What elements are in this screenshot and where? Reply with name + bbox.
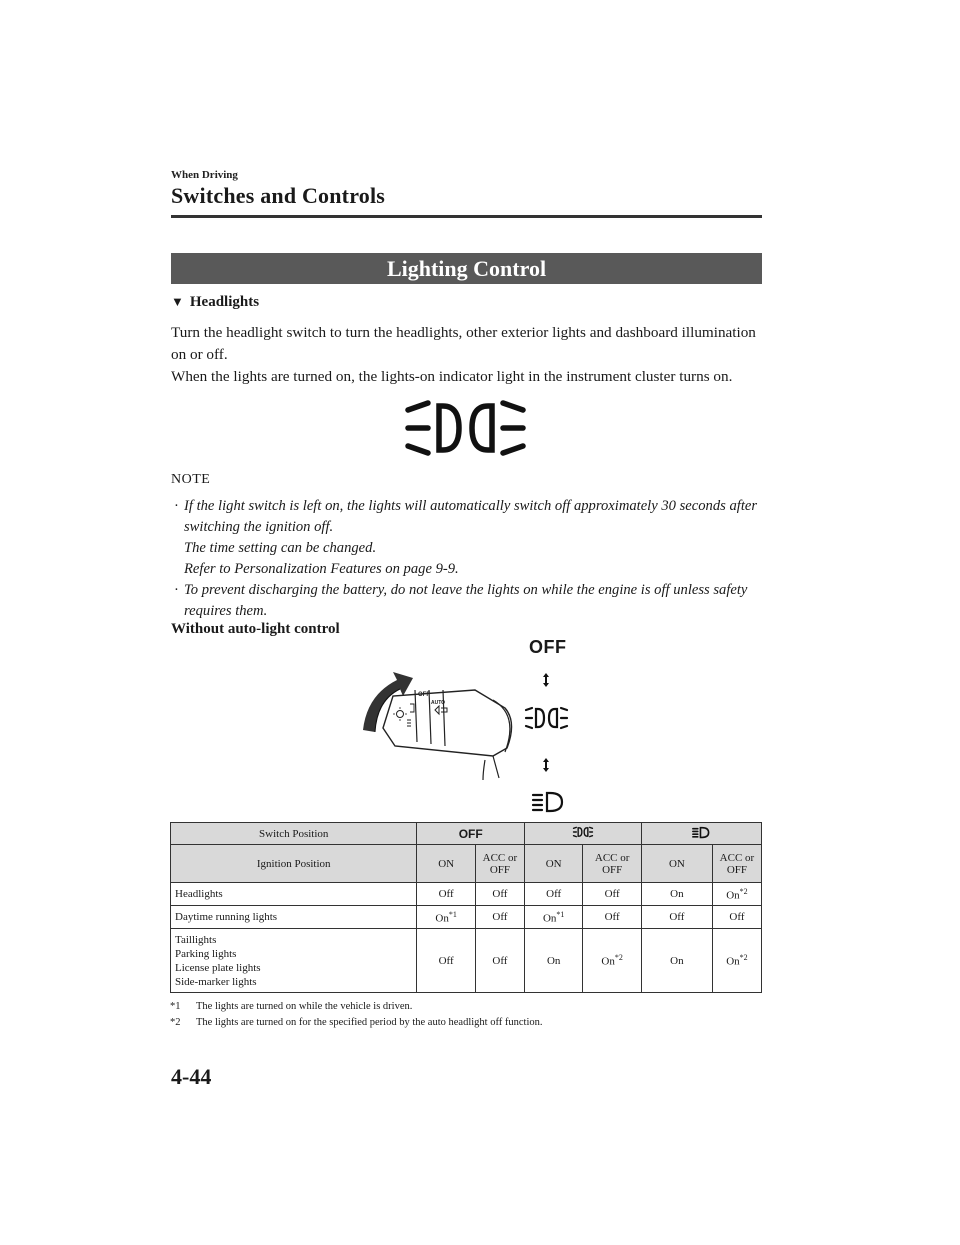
table-cell: Off <box>583 883 641 906</box>
subsection-heading <box>171 294 259 311</box>
table-cell: Off <box>475 906 524 929</box>
footnote-mark: *1 <box>448 909 457 919</box>
table-cell: Off <box>712 906 761 929</box>
table-cell: On <box>641 883 712 906</box>
subsection-title: Headlights <box>189 294 260 310</box>
section-banner: Lighting Control <box>171 253 762 284</box>
row-label-line: Side-marker lights <box>175 975 257 988</box>
note-label: NOTE <box>171 472 211 487</box>
note-item <box>171 580 763 622</box>
table-cell <box>524 906 582 929</box>
footnotes <box>170 999 770 1031</box>
switch-headlight-cell <box>641 823 761 845</box>
cell-value: On <box>726 955 740 968</box>
ignition-position-label: Ignition Position <box>171 845 417 883</box>
headlight-lever-illustration <box>355 660 530 780</box>
cell-value: On <box>726 889 740 902</box>
ignition-cell: ON <box>641 845 712 883</box>
bullet-icon: · <box>174 498 179 514</box>
row-label-line: Parking lights <box>175 947 237 960</box>
parking-light-icon <box>524 705 569 731</box>
note-item <box>171 496 763 580</box>
row-label-line: License plate lights <box>175 961 261 974</box>
updown-arrow-icon <box>542 672 550 688</box>
chapter-rule <box>171 215 762 218</box>
table-cell: Off <box>583 906 641 929</box>
cell-value: On <box>435 912 449 925</box>
table-cell: Off <box>417 883 475 906</box>
footnote-mark: *1 <box>556 909 565 919</box>
headlight-high-icon <box>531 790 565 814</box>
parking-light-icon <box>570 826 596 838</box>
row-label: Daytime running lights <box>171 906 417 929</box>
switch-position-row <box>171 823 762 845</box>
ignition-cell: ACC or OFF <box>583 845 641 883</box>
footnote-mark: *2 <box>739 886 748 896</box>
section-label: When Driving <box>171 169 238 181</box>
table-cell: Off <box>417 929 475 993</box>
footnote-mark: *2 <box>614 953 623 963</box>
note-line: If the light switch is left on, the lights will automatically switch off approximately 30 seconds after switching the ignition off. <box>184 498 758 535</box>
switch-off-cell: OFF <box>417 823 525 845</box>
lighting-table <box>170 822 762 993</box>
note-line: The time setting can be changed. <box>184 540 377 556</box>
footnote-text: The lights are turned on for the specified period by the auto headlight off function. <box>196 1017 543 1028</box>
note-line: Refer to Personalization Features on page 9-9. <box>184 561 459 577</box>
table-cell <box>712 883 761 906</box>
ignition-cell: ON <box>524 845 582 883</box>
footnote-mark: *2 <box>739 953 748 963</box>
ignition-position-row <box>171 845 762 883</box>
triangle-marker-icon: ▼ <box>171 294 184 309</box>
headlight-indicator-icon <box>403 398 528 458</box>
ignition-cell: ACC or OFF <box>475 845 524 883</box>
body-text <box>171 322 766 388</box>
row-label <box>171 929 417 993</box>
switch-position-label: Switch Position <box>171 823 417 845</box>
table-cell: On <box>641 929 712 993</box>
footnote-mark: *1 <box>170 1001 181 1012</box>
table-cell <box>417 906 475 929</box>
body-paragraph-1: Turn the headlight switch to turn the headlights, other exterior lights and dashboard illumination on or off. <box>171 324 756 363</box>
footnote-text: The lights are turned on while the vehicle is driven. <box>196 1001 413 1012</box>
table-cell: Off <box>475 929 524 993</box>
cell-value: On <box>601 955 615 968</box>
table-cell: Off <box>475 883 524 906</box>
bullet-icon: · <box>174 582 179 598</box>
note-line: To prevent discharging the battery, do not leave the lights on while the engine is off unless safety requires them. <box>184 582 748 619</box>
footnote-mark: *2 <box>170 1017 181 1028</box>
footnote <box>170 1015 770 1031</box>
ignition-cell: ACC or OFF <box>712 845 761 883</box>
updown-arrow-icon <box>542 757 550 773</box>
footnote <box>170 999 770 1015</box>
table-row <box>171 906 762 929</box>
table-cell: Off <box>524 883 582 906</box>
note-list <box>171 496 763 622</box>
table-row <box>171 929 762 993</box>
table-cell <box>712 929 761 993</box>
ignition-cell: ON <box>417 845 475 883</box>
row-label-line: Taillights <box>175 933 217 946</box>
row-label: Headlights <box>171 883 417 906</box>
table-cell: Off <box>641 906 712 929</box>
figure-off-label: OFF <box>529 637 567 657</box>
page-number: 4-44 <box>171 1064 212 1089</box>
cell-value: On <box>542 912 557 925</box>
table-cell: On <box>524 929 582 993</box>
table-row <box>171 883 762 906</box>
chapter-title: Switches and Controls <box>171 183 386 208</box>
lever-off-text: OFF <box>418 692 430 698</box>
table-cell <box>583 929 641 993</box>
lever-auto-text: AUTO <box>431 700 446 706</box>
body-paragraph-2: When the lights are turned on, the lights-on indicator light in the instrument cluster turns on. <box>171 368 733 385</box>
headlight-high-icon <box>691 826 711 839</box>
switch-parking-cell <box>524 823 641 845</box>
without-auto-light-label: Without auto-light control <box>171 621 340 637</box>
